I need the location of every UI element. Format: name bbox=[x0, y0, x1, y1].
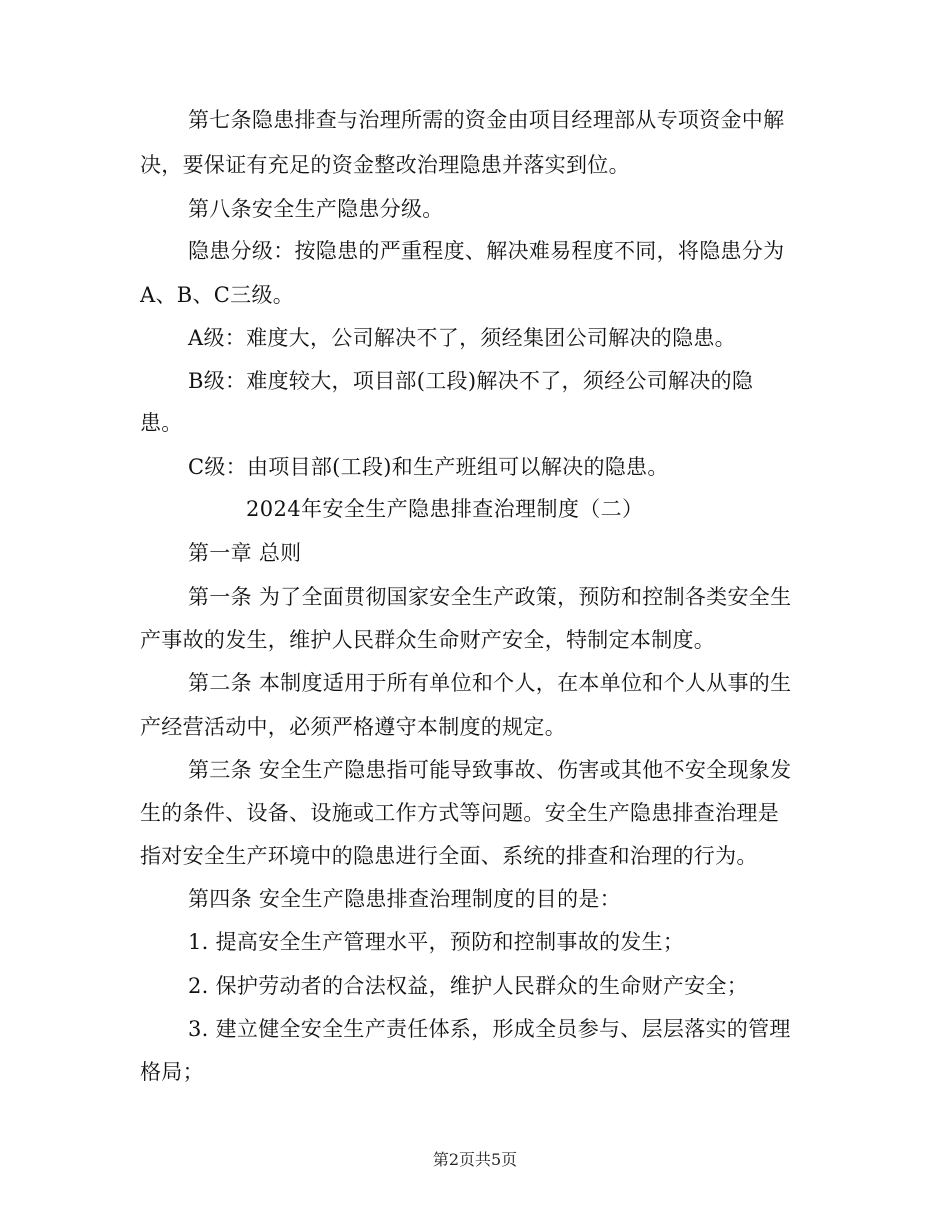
list-item: 1. 提高安全生产管理水平，预防和控制事故的发生； bbox=[188, 930, 685, 954]
paragraph-line: 产经营活动中，必须严格遵守本制度的规定。 bbox=[140, 715, 566, 739]
paragraph-line: 决，要保证有充足的资金整改治理隐患并落实到位。 bbox=[140, 153, 630, 177]
paragraph-line: 指对安全生产环境中的隐患进行全面、系统的排查和治理的行为。 bbox=[140, 844, 758, 868]
paragraph-line: A级：难度大，公司解决不了，须经集团公司解决的隐患。 bbox=[188, 326, 736, 350]
list-item: 2. 保护劳动者的合法权益，维护人民群众的生命财产安全； bbox=[188, 974, 749, 998]
section-title: 2024年安全生产隐患排查治理制度（二） bbox=[246, 497, 644, 521]
paragraph-line: A、B、C三级。 bbox=[140, 283, 295, 307]
list-item: 3. 建立健全安全生产责任体系，形成全员参与、层层落实的管理 bbox=[188, 1017, 791, 1041]
paragraph-line: 生的条件、设备、设施或工作方式等问题。安全生产隐患排查治理是 bbox=[140, 801, 779, 825]
paragraph-line: 第四条 安全生产隐患排查治理制度的目的是： bbox=[188, 887, 621, 911]
paragraph-line: 患。 bbox=[140, 411, 183, 435]
paragraph-line: 格局； bbox=[140, 1060, 204, 1084]
paragraph-line: 产事故的发生，维护人民群众生命财产安全，特制定本制度。 bbox=[140, 628, 716, 652]
paragraph-line: 第三条 安全生产隐患指可能导致事故、伤害或其他不安全现象发 bbox=[188, 758, 792, 782]
paragraph-line: 隐患分级：按隐患的严重程度、解决难易程度不同，将隐患分为 bbox=[188, 239, 785, 263]
chapter-heading: 第一章 总则 bbox=[188, 541, 302, 565]
paragraph-line: 第一条 为了全面贯彻国家安全生产政策，预防和控制各类安全生 bbox=[188, 585, 792, 609]
paragraph-line: B级：难度较大，项目部(工段)解决不了，须经公司解决的隐 bbox=[188, 369, 754, 393]
paragraph-line: 第八条安全生产隐患分级。 bbox=[188, 197, 444, 221]
paragraph-line: 第七条隐患排查与治理所需的资金由项目经理部从专项资金中解 bbox=[188, 108, 785, 132]
paragraph-line: C级：由项目部(工段)和生产班组可以解决的隐患。 bbox=[188, 455, 669, 479]
page-number-footer: 第2页共5页 bbox=[432, 1150, 518, 1169]
paragraph-line: 第二条 本制度适用于所有单位和个人，在本单位和个人从事的生 bbox=[188, 671, 792, 695]
